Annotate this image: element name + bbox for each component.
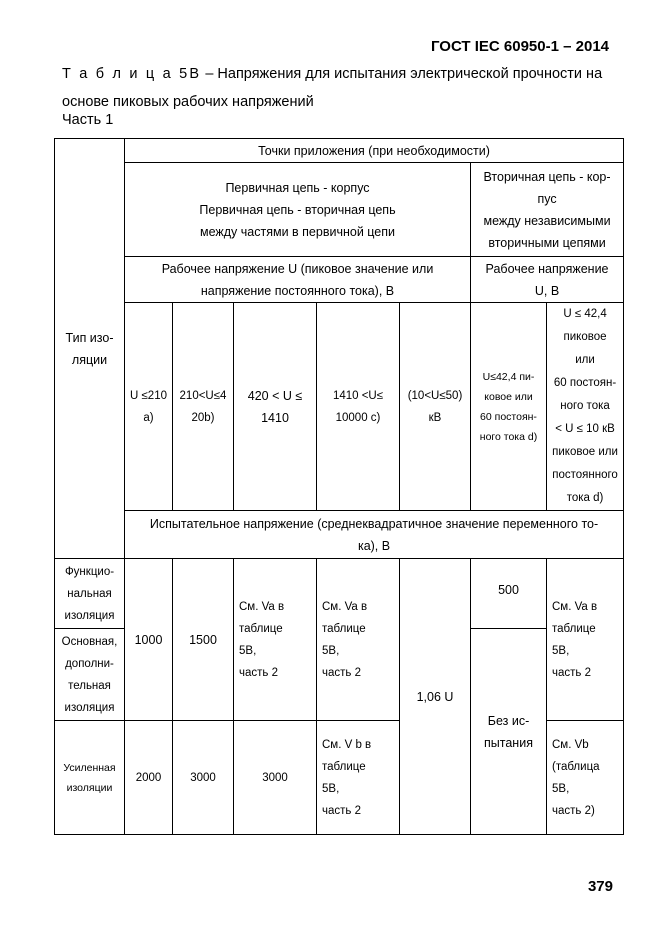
standard-designation: ГОСТ IEC 60950-1 – 2014 [430, 38, 609, 55]
page-number: 379 [587, 878, 613, 895]
working-voltage-primary-header: Рабочее напряжение U (пиковое значение или напряжение постоянного тока), В [125, 257, 471, 303]
application-points-header: Точки приложения (при необходимости) [125, 139, 624, 163]
range-cell: 420 < U ≤ 1410 [234, 303, 317, 511]
value-cell: Без ис- пытания [471, 629, 547, 835]
value-cell: 1500 [173, 559, 234, 721]
test-voltage-header: Испытательное напряжение (среднеквадратичное значение переменного то- ка), В [125, 511, 624, 559]
value-cell: См. Vb (таблица 5В, часть 2) [547, 721, 624, 835]
table-row [55, 163, 624, 257]
primary-circuit-header: Первичная цепь - корпус Первичная цепь - вторичная цепь между частями в первичной цепи [125, 163, 471, 257]
table-row [55, 257, 624, 303]
voltage-table [54, 138, 624, 835]
value-cell: 3000 [234, 721, 317, 835]
part-label: Часть 1 [62, 112, 114, 128]
value-cell: См. Va в таблице 5В, часть 2 [317, 559, 400, 721]
range-cell: 210<U≤4 20b) [173, 303, 234, 511]
value-cell: См. Va в таблице 5В, часть 2 [234, 559, 317, 721]
range-cell: U≤42,4 пи- ковое или 60 постоян- ного тока d) [471, 303, 547, 511]
table-row [55, 559, 624, 629]
table-row [55, 139, 624, 163]
range-cell: U ≤210 a) [125, 303, 173, 511]
table-row [55, 303, 624, 511]
range-cell: 1410 <U≤ 10000 c) [317, 303, 400, 511]
secondary-circuit-header: Вторичная цепь - кор- пус между независимыми вторичными цепями [471, 163, 624, 257]
value-cell: 1000 [125, 559, 173, 721]
table-row [55, 511, 624, 559]
value-cell: См. V b в таблице 5В, часть 2 [317, 721, 400, 835]
table-caption-prefix: Т а б л и ц а 5В [62, 66, 202, 82]
value-cell: 3000 [173, 721, 234, 835]
value-cell: 1,06 U [400, 559, 471, 835]
value-cell: 2000 [125, 721, 173, 835]
insulation-type-header: Тип изо- ляции [55, 139, 125, 559]
basic-insulation-label: Основная, дополни- тельная изоляция [55, 629, 125, 721]
functional-insulation-label: Функцио- нальная изоляция [55, 559, 125, 629]
range-cell: U ≤ 42,4 пиковое или 60 постоян- ного тока < U ≤ 10 кВ пиковое или постоянного тока d) [547, 303, 624, 511]
value-cell: См. Va в таблице 5В, часть 2 [547, 559, 624, 721]
reinforced-insulation-label: Усиленная изоляции [55, 721, 125, 835]
value-cell: 500 [471, 559, 547, 629]
table-caption-text: – Напряжения для испытания электрической прочности на основе пиковых рабочих напряжений [62, 66, 603, 110]
working-voltage-secondary-header: Рабочее напряжение U, В [471, 257, 624, 303]
table-caption [62, 60, 622, 116]
range-cell: (10<U≤50) кВ [400, 303, 471, 511]
